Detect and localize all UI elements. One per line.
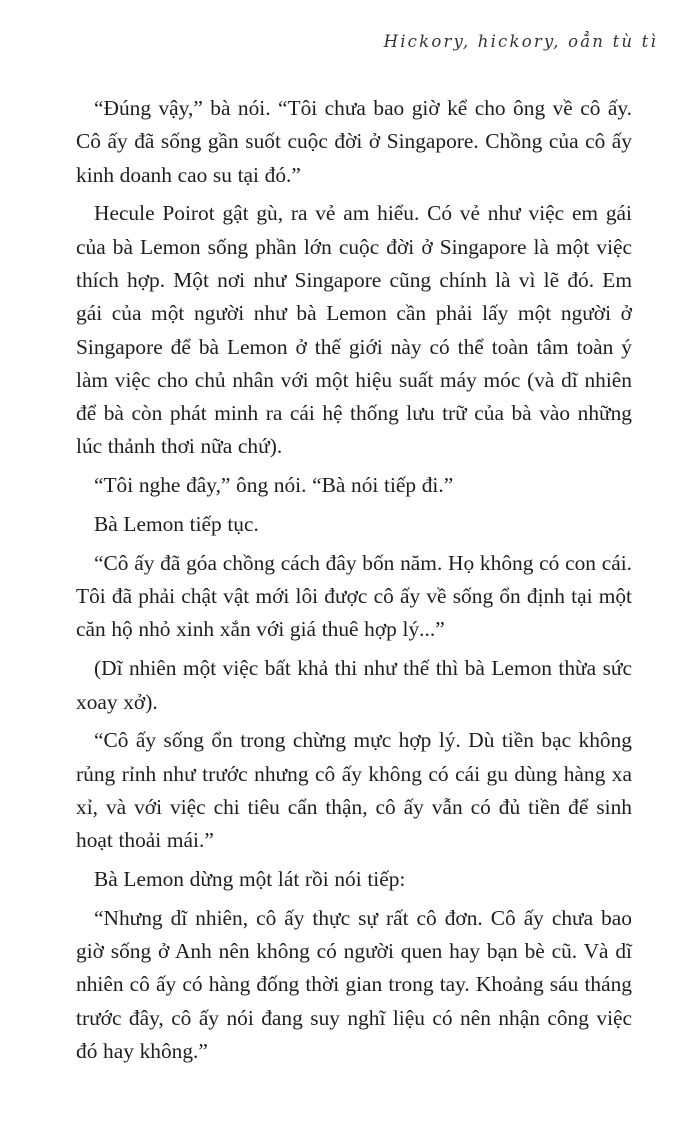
- running-header: Hickory, hickory, oẳn tù tì: [383, 32, 658, 51]
- paragraph-7: “Cô ấy sống ổn trong chừng mực hợp lý. Dù tiền bạc không rủng rỉnh như trước nhưng cô ấy không có cái gu dùng hàng xa xỉ, và với việc chi tiêu cẩn thận, cô ấy vẫn có đủ tiền để sinh hoạt thoải mái.”: [76, 728, 632, 853]
- paragraph-9: “Nhưng dĩ nhiên, cô ấy thực sự rất cô đơn. Cô ấy chưa bao giờ sống ở Anh nên không có người quen hay bạn bè cũ. Và dĩ nhiên cô ấy có hàng đống thời gian trong tay. Khoảng sáu tháng trước đây, cô ấy nói đang suy nghĩ liệu có nên nhận công việc đó hay không.”: [76, 905, 632, 1064]
- paragraph-5: “Cô ấy đã góa chồng cách đây bốn năm. Họ không có con cái. Tôi đã phải chật vật mới lôi được cô ấy về sống ổn định tại một căn hộ nhỏ xinh xắn với giá thuê hợp lý...”: [76, 550, 632, 642]
- paragraph-4: Bà Lemon tiếp tục.: [94, 512, 259, 537]
- paragraph-1: “Đúng vậy,” bà nói. “Tôi chưa bao giờ kể cho ông về cô ấy. Cô ấy đã sống gần suốt cuộc đời ở Singapore. Chồng của cô ấy kinh doanh cao su tại đó.”: [76, 96, 632, 187]
- paragraph-6: (Dĩ nhiên một việc bất khả thi như thế thì bà Lemon thừa sức xoay xở).: [76, 656, 632, 714]
- paragraph-2: Hecule Poirot gật gù, ra vẻ am hiểu. Có vẻ như việc em gái của bà Lemon sống phần lớn cuộc đời ở Singapore là một việc thích hợp. Một nơi như Singapore cũng chính là vì lẽ đó. Em gái của một người như bà Lemon cần phải lấy một người ở Singapore để bà Lemon ở thế giới này có thể toàn tâm toàn ý làm việc cho chủ nhân với một hiệu suất máy móc (và dĩ nhiên để bà còn phát minh ra cái hệ thống lưu trữ của bà vào những lúc thảnh thơi nữa chứ).: [76, 201, 632, 459]
- body-text: [76, 92, 632, 1074]
- paragraph-3: “Tôi nghe đây,” ông nói. “Bà nói tiếp đi.”: [94, 473, 454, 498]
- paragraph-8: Bà Lemon dừng một lát rồi nói tiếp:: [94, 867, 406, 892]
